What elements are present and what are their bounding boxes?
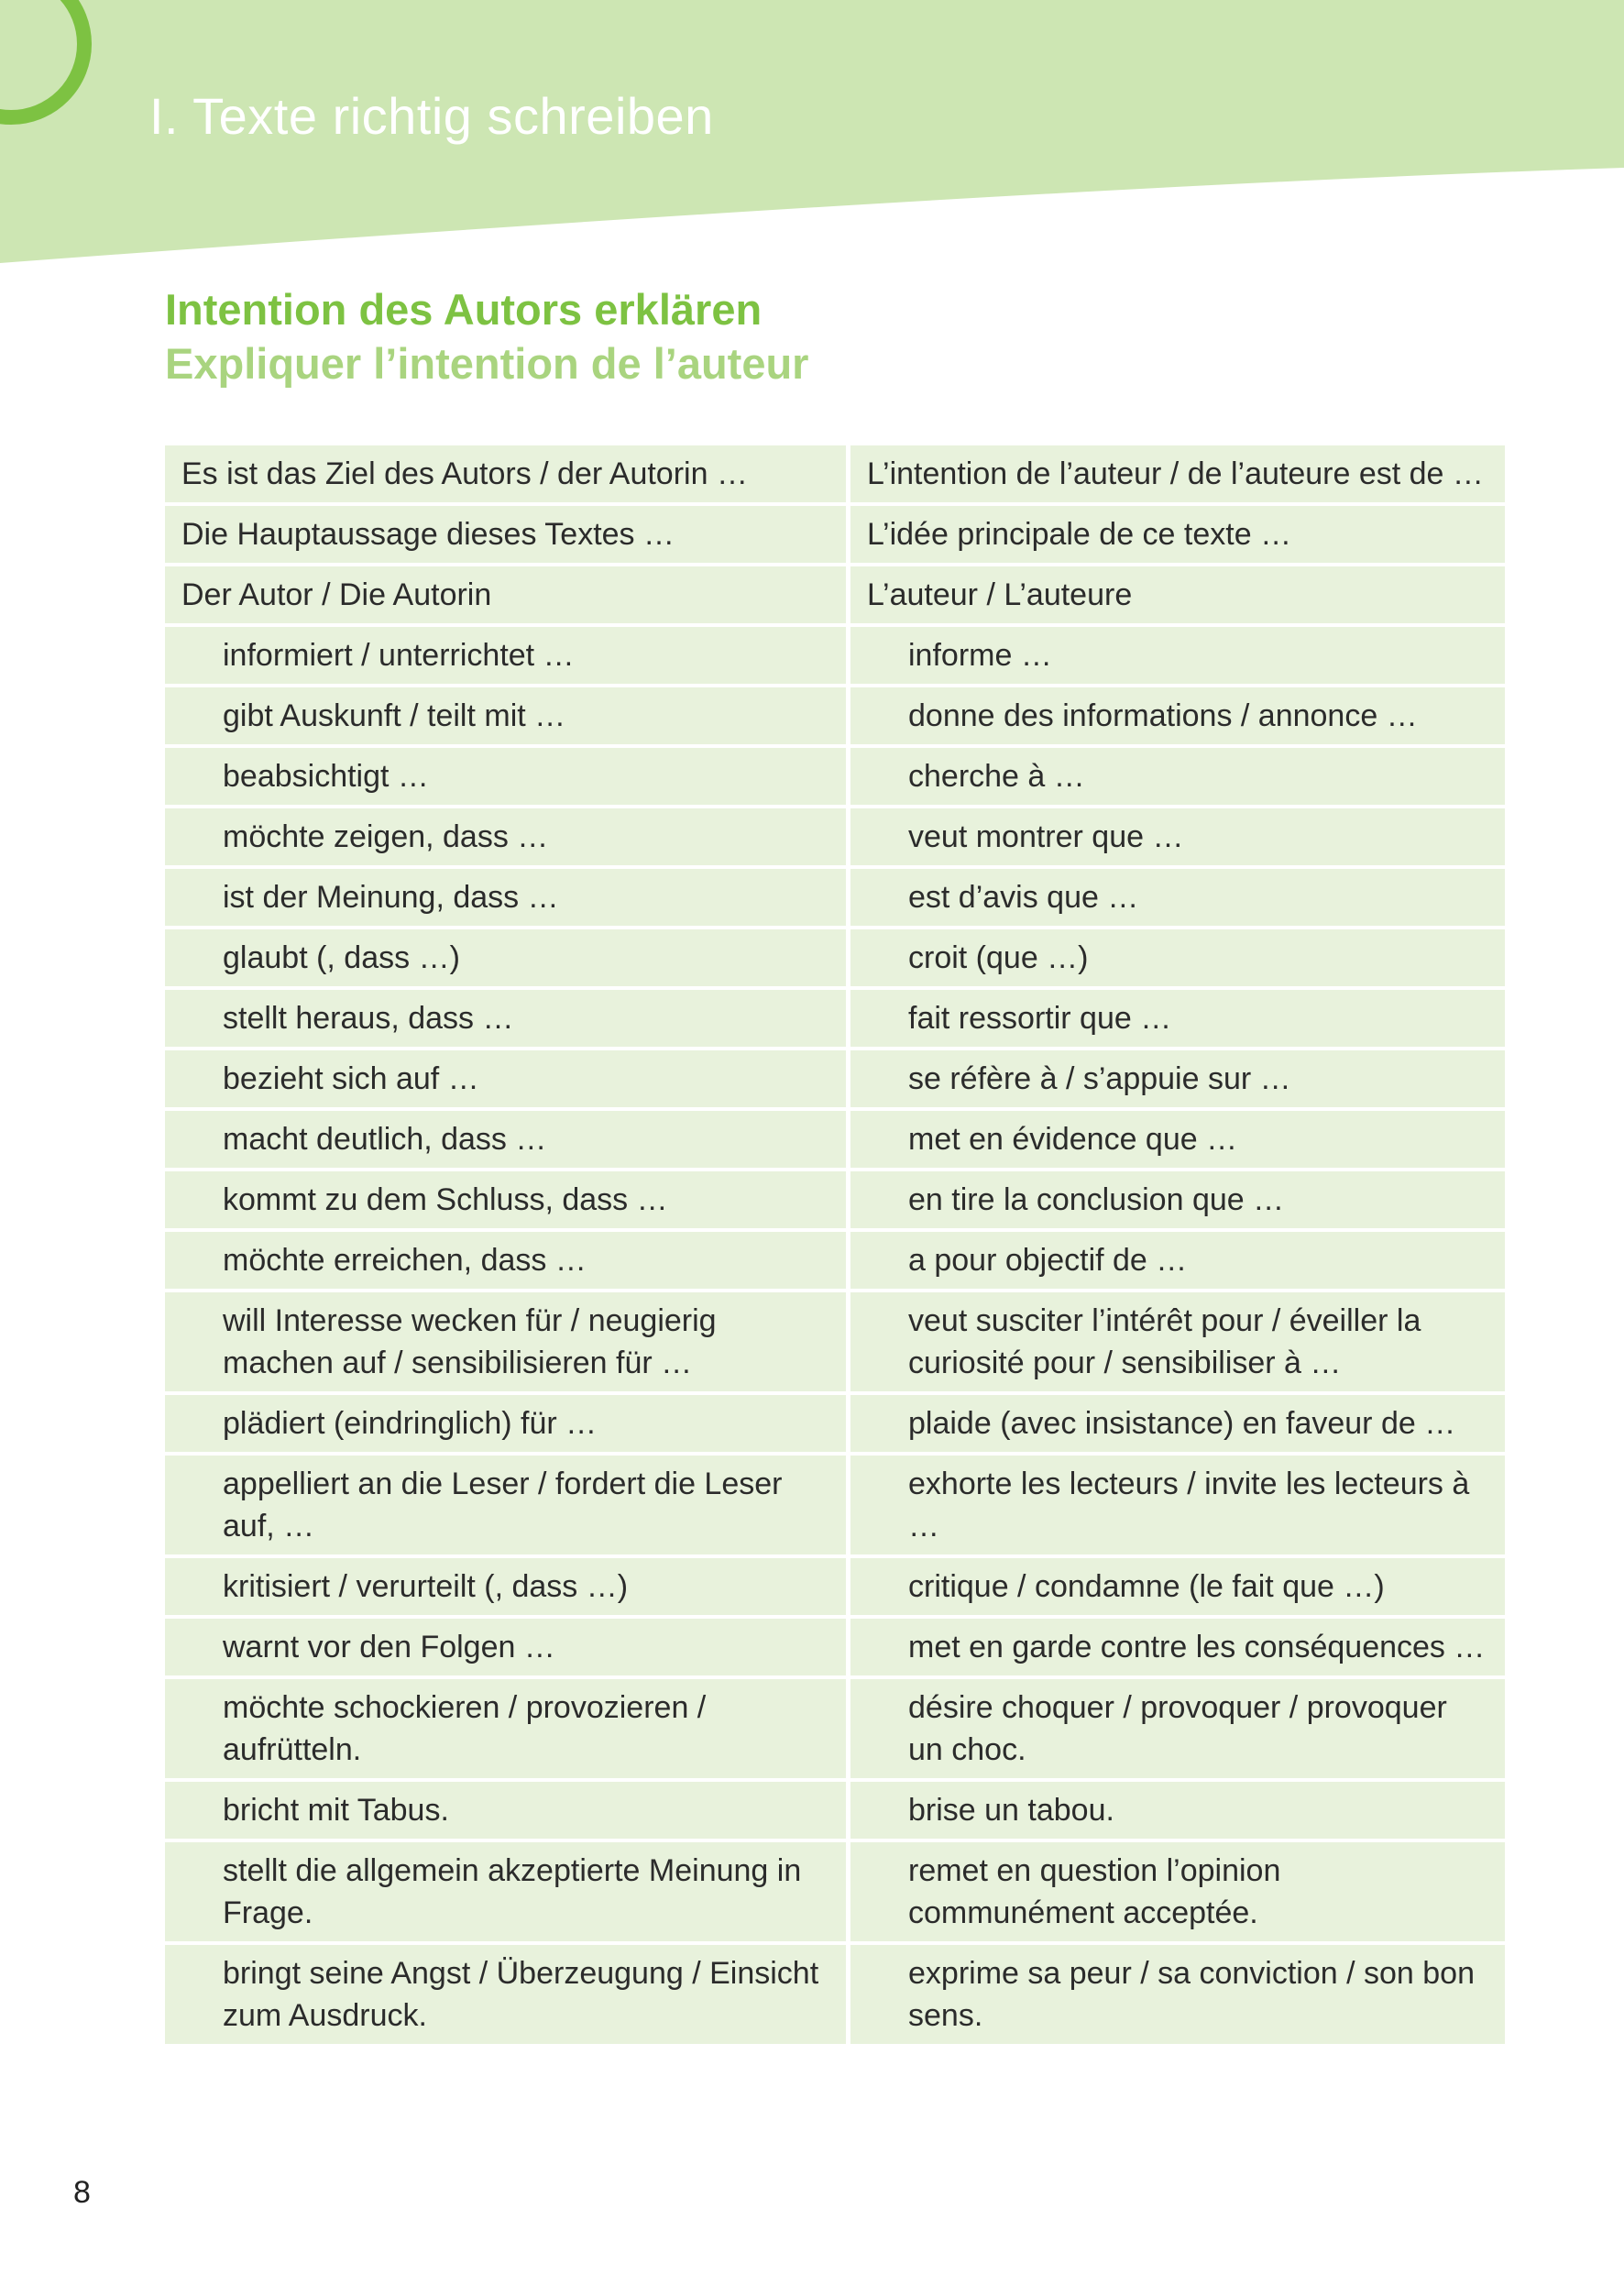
french-phrase: L’idée principale de ce texte …	[850, 506, 1505, 563]
table-row	[165, 1782, 1505, 1839]
german-phrase: stellt heraus, dass …	[165, 990, 850, 1047]
french-phrase: critique / condamne (le fait que …)	[850, 1558, 1505, 1615]
german-phrase: informiert / unterrichtet …	[165, 627, 850, 684]
table-row	[165, 1050, 1505, 1107]
german-phrase: Der Autor / Die Autorin	[165, 566, 850, 623]
french-phrase: exhorte les lecteurs / invite les lecteurs à …	[850, 1456, 1505, 1554]
table-row	[165, 1111, 1505, 1168]
french-phrase: L’auteur / L’auteure	[850, 566, 1505, 623]
french-phrase: exprime sa peur / sa conviction / son bon sens.	[850, 1945, 1505, 2044]
german-phrase: bricht mit Tabus.	[165, 1782, 850, 1839]
table-row	[165, 445, 1505, 502]
section-title-german: Intention des Autors erklären	[165, 285, 763, 334]
table-row	[165, 808, 1505, 865]
german-phrase: warnt vor den Folgen …	[165, 1619, 850, 1675]
table-row	[165, 566, 1505, 623]
french-phrase: a pour objectif de …	[850, 1232, 1505, 1289]
table-row	[165, 1232, 1505, 1289]
table-row	[165, 1456, 1505, 1554]
german-phrase: ist der Meinung, dass …	[165, 869, 850, 926]
french-phrase: informe …	[850, 627, 1505, 684]
section-title-french: Expliquer l’intention de l’auteur	[165, 339, 809, 388]
french-phrase: veut montrer que …	[850, 808, 1505, 865]
table-row	[165, 1945, 1505, 2044]
german-phrase: möchte zeigen, dass …	[165, 808, 850, 865]
german-phrase: macht deutlich, dass …	[165, 1111, 850, 1168]
table-row	[165, 990, 1505, 1047]
german-phrase: bezieht sich auf …	[165, 1050, 850, 1107]
phrase-table	[165, 442, 1505, 2048]
french-phrase: brise un tabou.	[850, 1782, 1505, 1839]
french-phrase: L’intention de l’auteur / de l’auteure est de …	[850, 445, 1505, 502]
table-row	[165, 506, 1505, 563]
french-phrase: se réfère à / s’appuie sur …	[850, 1050, 1505, 1107]
german-phrase: glaubt (, dass …)	[165, 929, 850, 986]
table-row	[165, 1619, 1505, 1675]
german-phrase: möchte schockieren / provozieren / aufrütteln.	[165, 1679, 850, 1778]
french-phrase: met en garde contre les conséquences …	[850, 1619, 1505, 1675]
table-row	[165, 1679, 1505, 1778]
table-row	[165, 869, 1505, 926]
french-phrase: plaide (avec insistance) en faveur de …	[850, 1395, 1505, 1452]
table-row	[165, 1558, 1505, 1615]
table-row	[165, 1292, 1505, 1391]
german-phrase: gibt Auskunft / teilt mit …	[165, 687, 850, 744]
french-phrase: met en évidence que …	[850, 1111, 1505, 1168]
german-phrase: kommt zu dem Schluss, dass …	[165, 1171, 850, 1228]
table-row	[165, 748, 1505, 805]
german-phrase: Die Hauptaussage dieses Textes …	[165, 506, 850, 563]
table-row	[165, 627, 1505, 684]
phrase-table-body	[165, 445, 1505, 2044]
table-row	[165, 929, 1505, 986]
french-phrase: est d’avis que …	[850, 869, 1505, 926]
french-phrase: veut susciter l’intérêt pour / éveiller la curiosité pour / sensibiliser à …	[850, 1292, 1505, 1391]
chapter-title: I. Texte richtig schreiben	[149, 87, 714, 145]
table-row	[165, 1395, 1505, 1452]
german-phrase: Es ist das Ziel des Autors / der Autorin …	[165, 445, 850, 502]
german-phrase: beabsichtigt …	[165, 748, 850, 805]
french-phrase: remet en question l’opinion communément acceptée.	[850, 1842, 1505, 1941]
german-phrase: stellt die allgemein akzeptierte Meinung in Frage.	[165, 1842, 850, 1941]
table-row	[165, 1171, 1505, 1228]
german-phrase: bringt seine Angst / Überzeugung / Einsicht zum Ausdruck.	[165, 1945, 850, 2044]
french-phrase: en tire la conclusion que …	[850, 1171, 1505, 1228]
german-phrase: kritisiert / verurteilt (, dass …)	[165, 1558, 850, 1615]
french-phrase: fait ressortir que …	[850, 990, 1505, 1047]
german-phrase: plädiert (eindringlich) für …	[165, 1395, 850, 1452]
french-phrase: croit (que …)	[850, 929, 1505, 986]
german-phrase: will Interesse wecken für / neugierig machen auf / sensibilisieren für …	[165, 1292, 850, 1391]
table-row	[165, 687, 1505, 744]
german-phrase: möchte erreichen, dass …	[165, 1232, 850, 1289]
german-phrase: appelliert an die Leser / fordert die Leser auf, …	[165, 1456, 850, 1554]
table-row	[165, 1842, 1505, 1941]
french-phrase: donne des informations / annonce …	[850, 687, 1505, 744]
french-phrase: désire choquer / provoquer / provoquer un choc.	[850, 1679, 1505, 1778]
french-phrase: cherche à …	[850, 748, 1505, 805]
page-number: 8	[73, 2175, 91, 2210]
